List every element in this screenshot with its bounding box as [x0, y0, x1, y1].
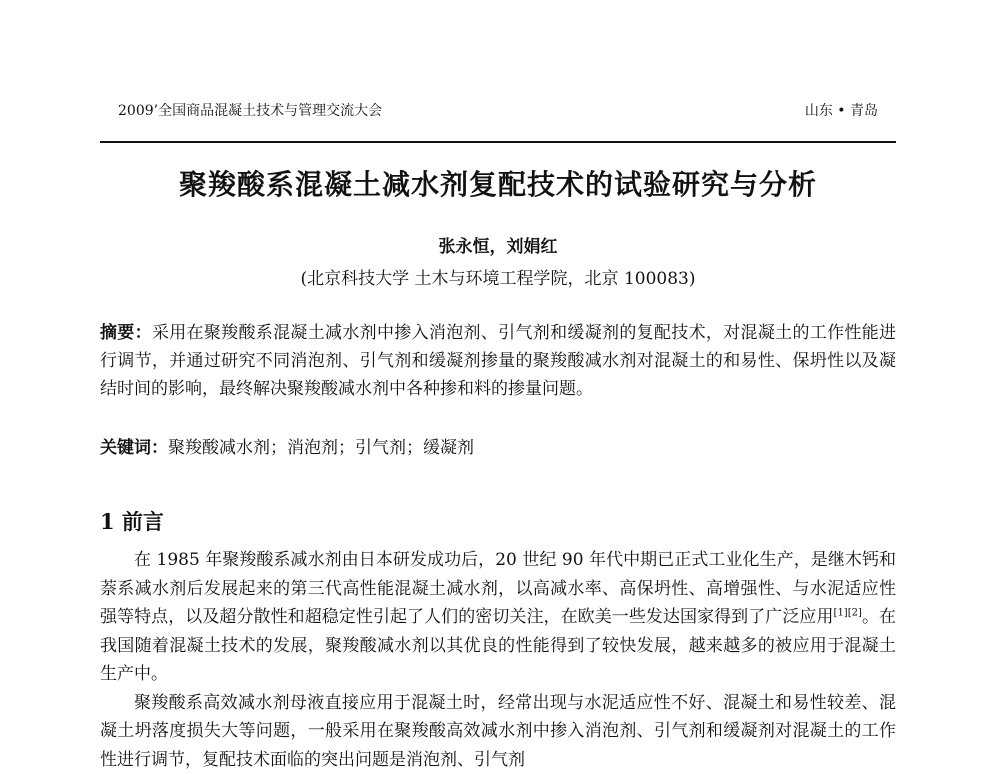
authors: 张永恒，刘娟红	[100, 232, 896, 257]
paragraph-1-text-a: 在 1985 年聚羧酸系减水剂由日本研发成功后，20 世纪 90 年代中期已正式工业化生产，是继木钙和萘系减水剂后发展起来的第三代高性能混凝土减水剂，以高减水率、高保坍性、高增强性、与水泥适应性强等特点，以及超分散性和超稳定性引起了人们的密切关注，在欧美一些发达国家得到了广泛应用	[100, 550, 896, 627]
paragraph-1-text-b: 。在我国随着混凝土技术的发展，聚羧酸减水剂以其优良的性能得到了较快发展，越来越多的被应用于混凝土生产中。	[100, 607, 896, 684]
keywords-label: 关键词：	[100, 438, 168, 458]
paper-title: 聚羧酸系混凝土减水剂复配技术的试验研究与分析	[100, 163, 896, 203]
abstract-label: 摘要：	[100, 323, 152, 343]
paragraph-2: 聚羧酸系高效减水剂母液直接应用于混凝土时，经常出现与水泥适应性不好、混凝土和易性较差、混凝土坍落度损失大等问题，一般采用在聚羧酸高效减水剂中掺入消泡剂、引气剂和缓凝剂对混凝土的工作性进行调节，复配技术面临的突出问题是消泡剂、引气剂	[100, 689, 896, 774]
keywords-text: 聚羧酸减水剂；消泡剂；引气剂；缓凝剂	[168, 438, 474, 458]
section-heading: 1 前言	[100, 506, 164, 536]
conference-location: 山东 • 青岛	[805, 100, 878, 120]
abstract-text: 采用在聚羧酸系混凝土减水剂中掺入消泡剂、引气剂和缓凝剂的复配技术，对混凝土的工作性能进行调节，并通过研究不同消泡剂、引气剂和缓凝剂掺量的聚羧酸减水剂对混凝土的和易性、保坍性以及凝结时间的影响，最终解决聚羧酸减水剂中各种掺和料的掺量问题。	[100, 323, 896, 399]
keywords	[100, 434, 896, 462]
paragraph-1	[100, 546, 896, 689]
header-rule	[100, 141, 896, 143]
running-header	[118, 100, 878, 120]
conference-name: 2009’全国商品混凝土技术与管理交流大会	[118, 100, 382, 120]
abstract	[100, 319, 896, 403]
affiliation: (北京科技大学 土木与环境工程学院，北京 100083)	[100, 264, 896, 289]
section-body	[100, 546, 896, 774]
citation-ref[interactable]: [1][2]	[834, 607, 862, 618]
